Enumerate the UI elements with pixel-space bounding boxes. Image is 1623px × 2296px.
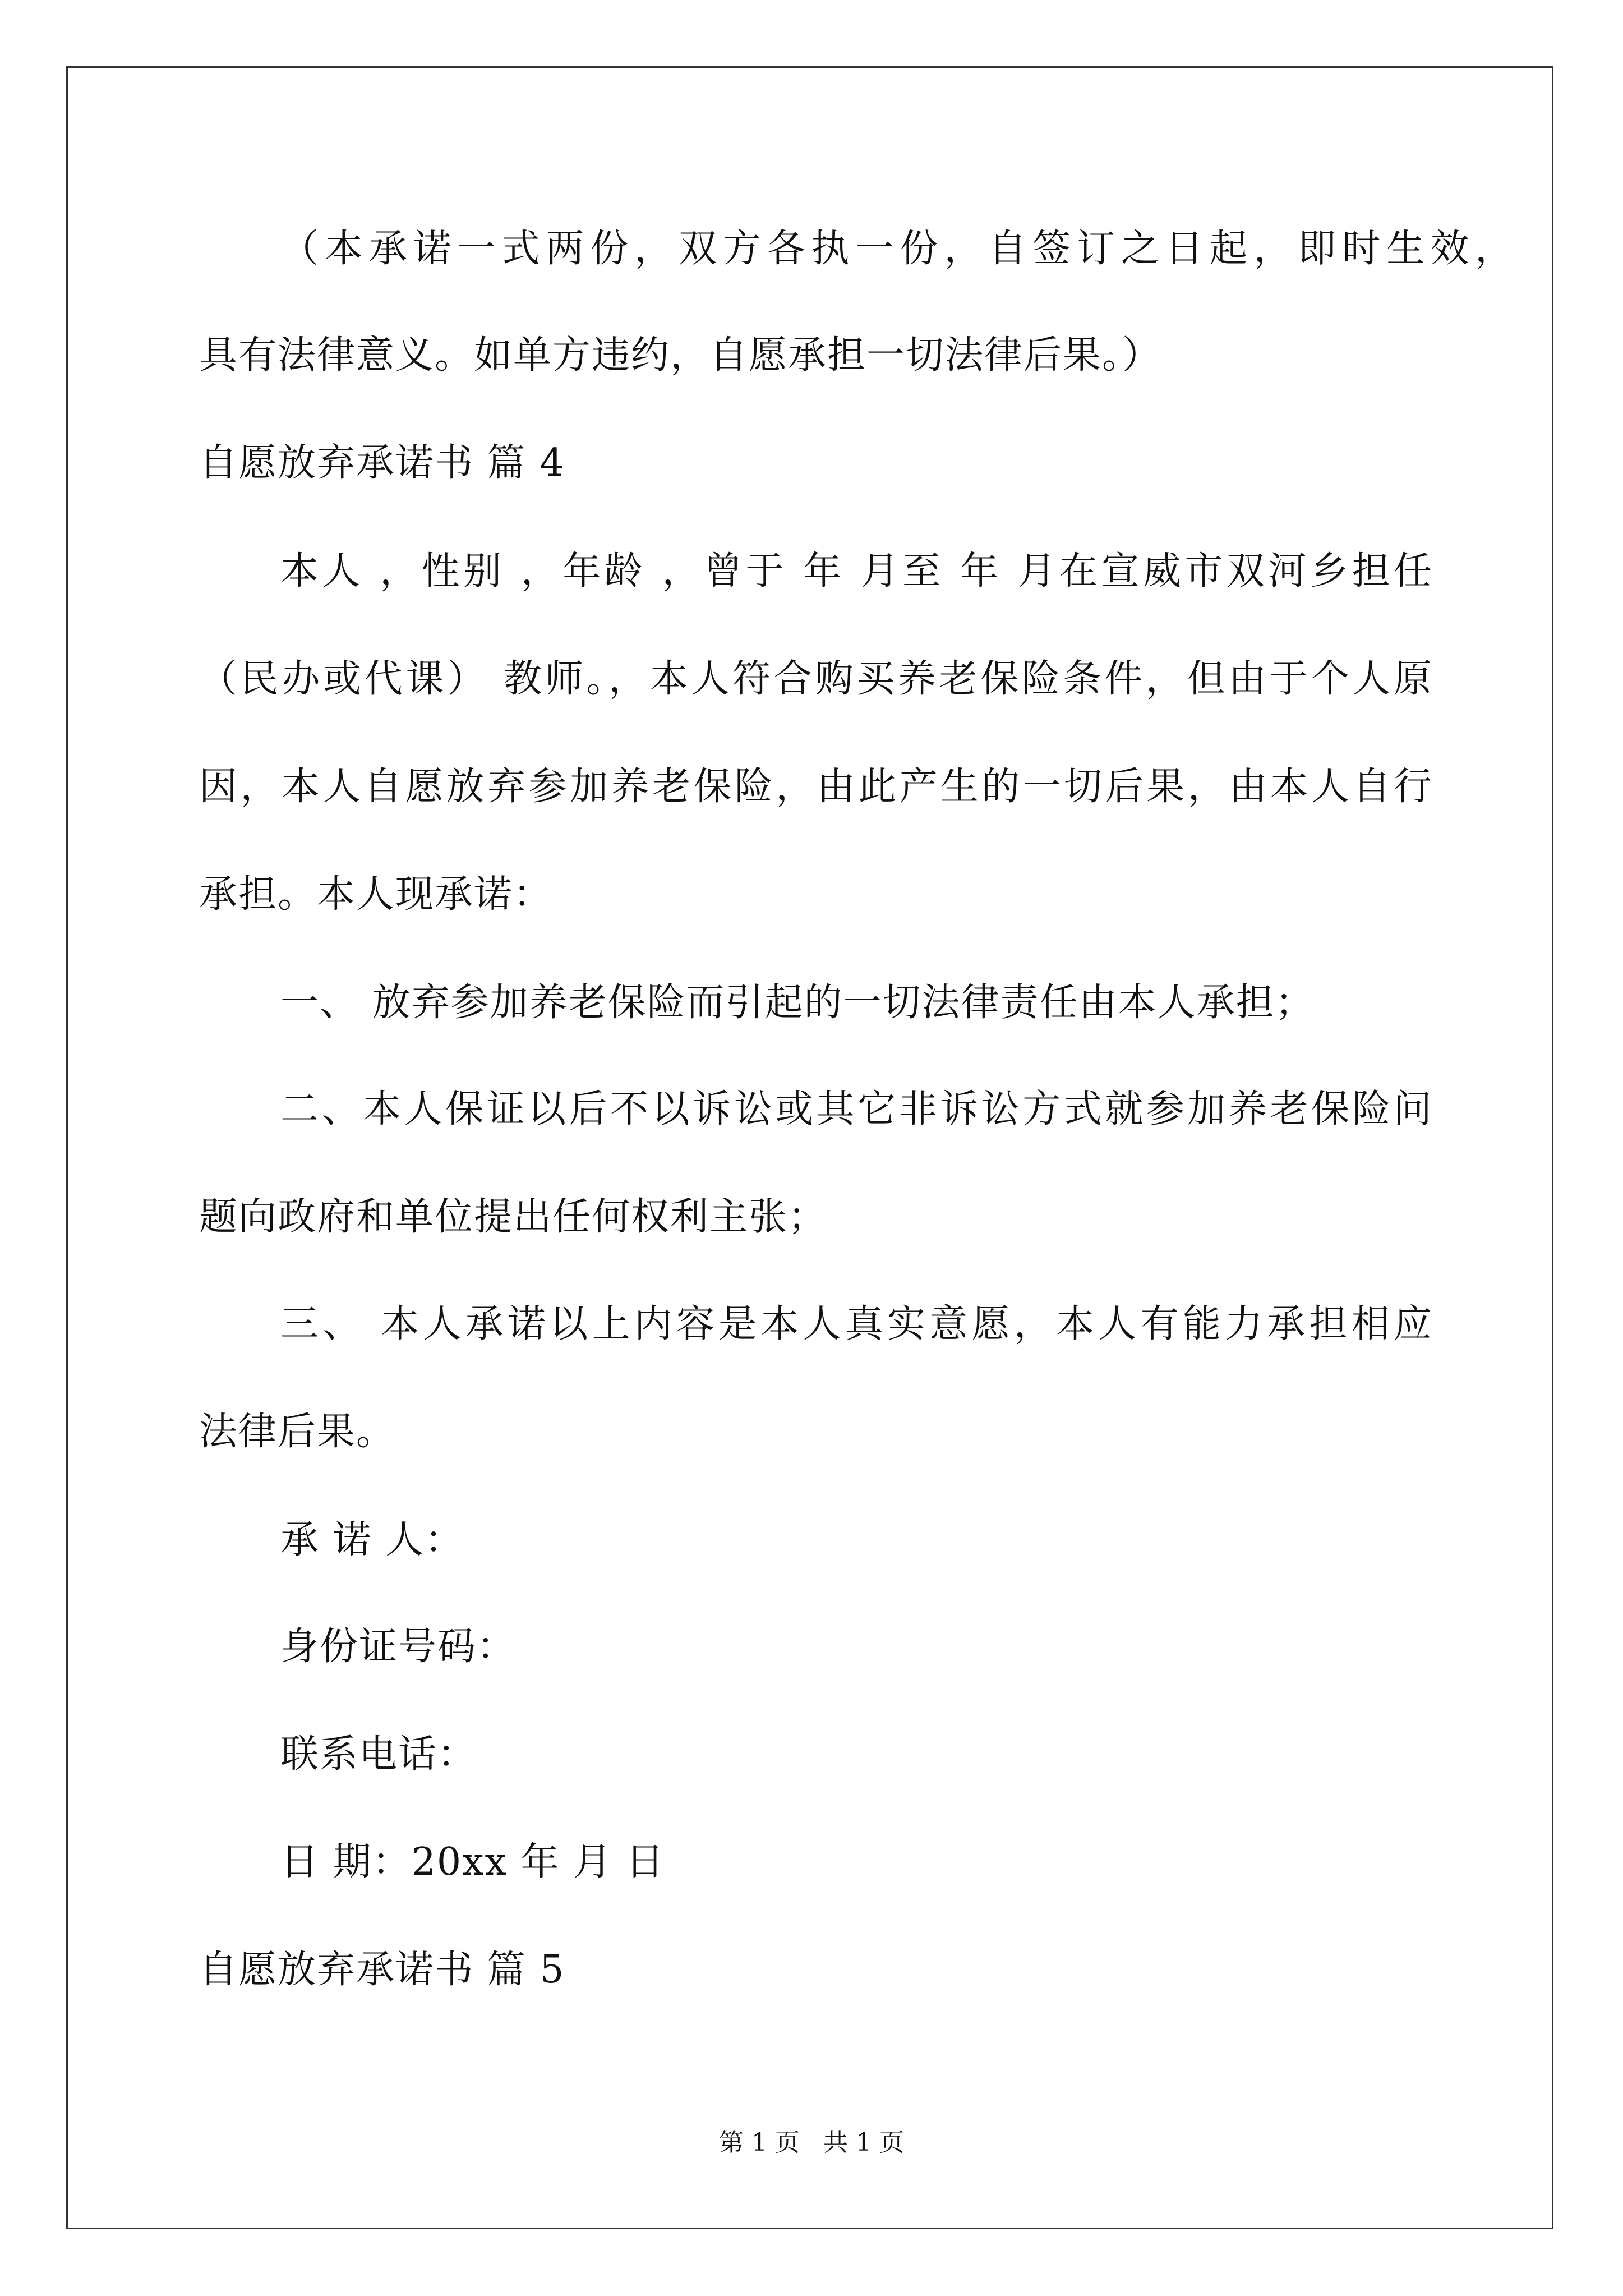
paragraph-line: 承担。本人现承诺：	[199, 872, 553, 917]
phone-label: 联系电话：	[280, 1732, 477, 1777]
section-heading: 自愿放弃承诺书 篇 5	[199, 1948, 565, 1992]
paragraph-line: 因，本人自愿放弃参加养老保险，由此产生的一切后果，由本人自行	[199, 765, 1433, 809]
section-heading: 自愿放弃承诺书 篇 4	[199, 441, 565, 485]
list-item: 二、本人保证以后不以诉讼或其它非诉讼方式就参加养老保险问	[280, 1087, 1433, 1131]
paragraph-line: 法律后果。	[199, 1410, 396, 1454]
date-label: 日 期：20xx 年 月 日	[280, 1840, 665, 1884]
paragraph-line: 本人 ，性别 ，年龄 ，曾于 年 月至 年 月在宣威市双河乡担任	[280, 549, 1433, 593]
signer-label: 承 诺 人：	[280, 1518, 464, 1562]
page-footer: 第 1 页 共 1 页	[719, 2128, 904, 2157]
list-item: 一、 放弃参加养老保险而引起的一切法律责任由本人承担；	[280, 981, 1315, 1025]
list-item: 三、 本人承诺以上内容是本人真实意愿，本人有能力承担相应	[280, 1302, 1433, 1346]
paragraph-line: 具有法律意义。如单方违约，自愿承担一切法律后果。）	[199, 333, 1162, 378]
page-border	[66, 66, 1553, 2229]
id-number-label: 身份证号码：	[280, 1625, 517, 1669]
paragraph-line: 题向政府和单位提出任何权利主张；	[199, 1195, 828, 1239]
paragraph-line: （本承诺一式两份，双方各执一份，自签订之日起，即时生效，	[280, 227, 1514, 271]
paragraph-line: （民办或代课） 教师。，本人符合购买养老保险条件，但由于个人原	[199, 657, 1433, 701]
